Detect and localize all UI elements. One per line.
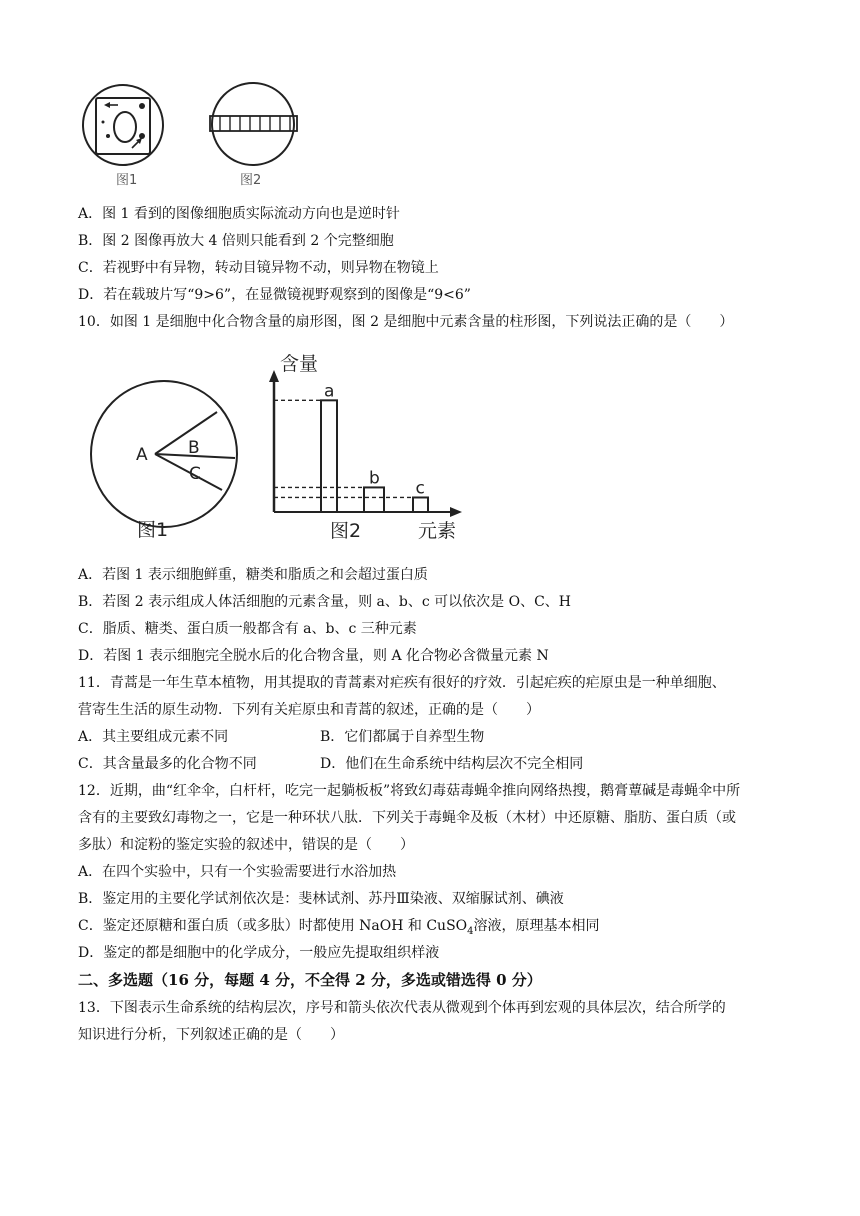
q9-option-c: C．若视野中有异物，转动目镜异物不动，则异物在物镜上 bbox=[78, 260, 439, 276]
q10-option-a: A．若图 1 表示细胞鲜重，糖类和脂质之和会超过蛋白质 bbox=[78, 567, 428, 583]
q13-stem-line1: 13．下图表示生命系统的结构层次，序号和箭头依次代表从微观到个体再到宏观的具体层次，结合所学的 bbox=[78, 1000, 726, 1016]
q10-pie-figure bbox=[85, 380, 255, 545]
figure1-caption: 图1 bbox=[116, 173, 138, 188]
pie-label-a: A bbox=[136, 445, 148, 465]
q11-option-c: C．其含量最多的化合物不同 bbox=[78, 756, 257, 772]
y-axis-arrow bbox=[269, 370, 279, 382]
figure1-cell-view bbox=[83, 85, 163, 165]
q12-option-c-text-end: 溶液，原理基本相同 bbox=[473, 918, 600, 934]
q9-option-d: D．若在载玻片写“9>6”，在显微镜视野观察到的图像是“9<6” bbox=[78, 287, 471, 303]
q12-stem-line1: 12．近期，曲“红伞伞，白杆杆，吃完一起躺板板”将致幻毒菇毒蝇伞推向网络热搜，鹅膏蕈碱是毒蝇伞中所 bbox=[78, 783, 741, 799]
q13-stem-line2: 知识进行分析，下列叙述正确的是（ ） bbox=[78, 1027, 344, 1043]
q10-bar-chart bbox=[262, 348, 472, 548]
pie-label-b: B bbox=[188, 438, 200, 458]
q9-option-b: B．图 2 图像再放大 4 倍则只能看到 2 个完整细胞 bbox=[78, 233, 394, 249]
q12-option-c bbox=[78, 916, 600, 942]
q12-stem-line3: 多肽）和淀粉的鉴定实验的叙述中，错误的是（ ） bbox=[78, 837, 414, 853]
q10-option-c: C．脂质、糖类、蛋白质一般都含有 a、b、c 三种元素 bbox=[78, 621, 417, 637]
q12-stem-line2: 含有的主要致幻毒物之一，它是一种环状八肽．下列关于毒蝇伞及板（木材）中还原糖、脂肪、蛋白质（或 bbox=[78, 810, 736, 826]
q12-option-d: D．鉴定的都是细胞中的化学成分，一般应先提取组织样液 bbox=[78, 945, 440, 961]
bar-label-a: a bbox=[324, 381, 335, 402]
q12-option-c-text: C．鉴定还原糖和蛋白质（或多肽）时都使用 NaOH 和 CuSO bbox=[78, 918, 468, 934]
q10-stem: 10．如图 1 是细胞中化合物含量的扇形图，图 2 是细胞中元素含量的柱形图，下列说法正确的是（ ） bbox=[78, 314, 734, 330]
bar-b bbox=[364, 487, 384, 512]
q12-option-b: B．鉴定用的主要化学试剂依次是：斐林试剂、苏丹Ⅲ染液、双缩脲试剂、碘液 bbox=[78, 891, 564, 907]
pie-caption: 图1 bbox=[137, 519, 169, 541]
x-axis-arrow bbox=[450, 507, 462, 517]
q10-option-d: D．若图 1 表示细胞完全脱水后的化合物含量，则 A 化合物必含微量元素 N bbox=[78, 648, 549, 664]
section-heading-multiple-choice: 二、多选题（16 分，每题 4 分，不全得 2 分，多选或错选得 0 分） bbox=[78, 971, 542, 989]
bar-chart-caption: 图2 bbox=[330, 520, 362, 542]
q11-option-a: A．其主要组成元素不同 bbox=[78, 729, 229, 745]
bar-label-b: b bbox=[369, 468, 380, 489]
q12-option-c-subscript: 4 bbox=[467, 925, 474, 937]
q9-option-a: A．图 1 看到的图像细胞质实际流动方向也是逆时针 bbox=[78, 206, 400, 222]
bar-chart-xlabel: 元素 bbox=[418, 520, 457, 542]
q11-option-b: B．它们都属于自养型生物 bbox=[320, 729, 485, 745]
figure2-caption: 图2 bbox=[240, 173, 262, 188]
q11-stem-line2: 营寄生生活的原生动物．下列有关疟原虫和青蒿的叙述，正确的是（ ） bbox=[78, 702, 540, 718]
bar-c bbox=[413, 497, 428, 512]
figure2-cell-row bbox=[210, 83, 297, 165]
q12-option-a: A．在四个实验中，只有一个实验需要进行水浴加热 bbox=[78, 864, 397, 880]
bar-a bbox=[321, 400, 337, 512]
bar-label-c: c bbox=[415, 478, 425, 499]
q10-option-b: B．若图 2 表示组成人体活细胞的元素含量，则 a、b、c 可以依次是 O、C、H bbox=[78, 594, 571, 610]
q11-stem-line1: 11．青蒿是一年生草本植物，用其提取的青蒿素对疟疾有很好的疗效．引起疟疾的疟原虫是一种单细胞、 bbox=[78, 675, 726, 691]
pie-label-c: C bbox=[189, 464, 201, 484]
q11-option-d: D．他们在生命系统中结构层次不完全相同 bbox=[320, 756, 584, 772]
microscope-figures bbox=[70, 78, 310, 190]
bar-chart-ylabel: 含量 bbox=[280, 353, 319, 375]
